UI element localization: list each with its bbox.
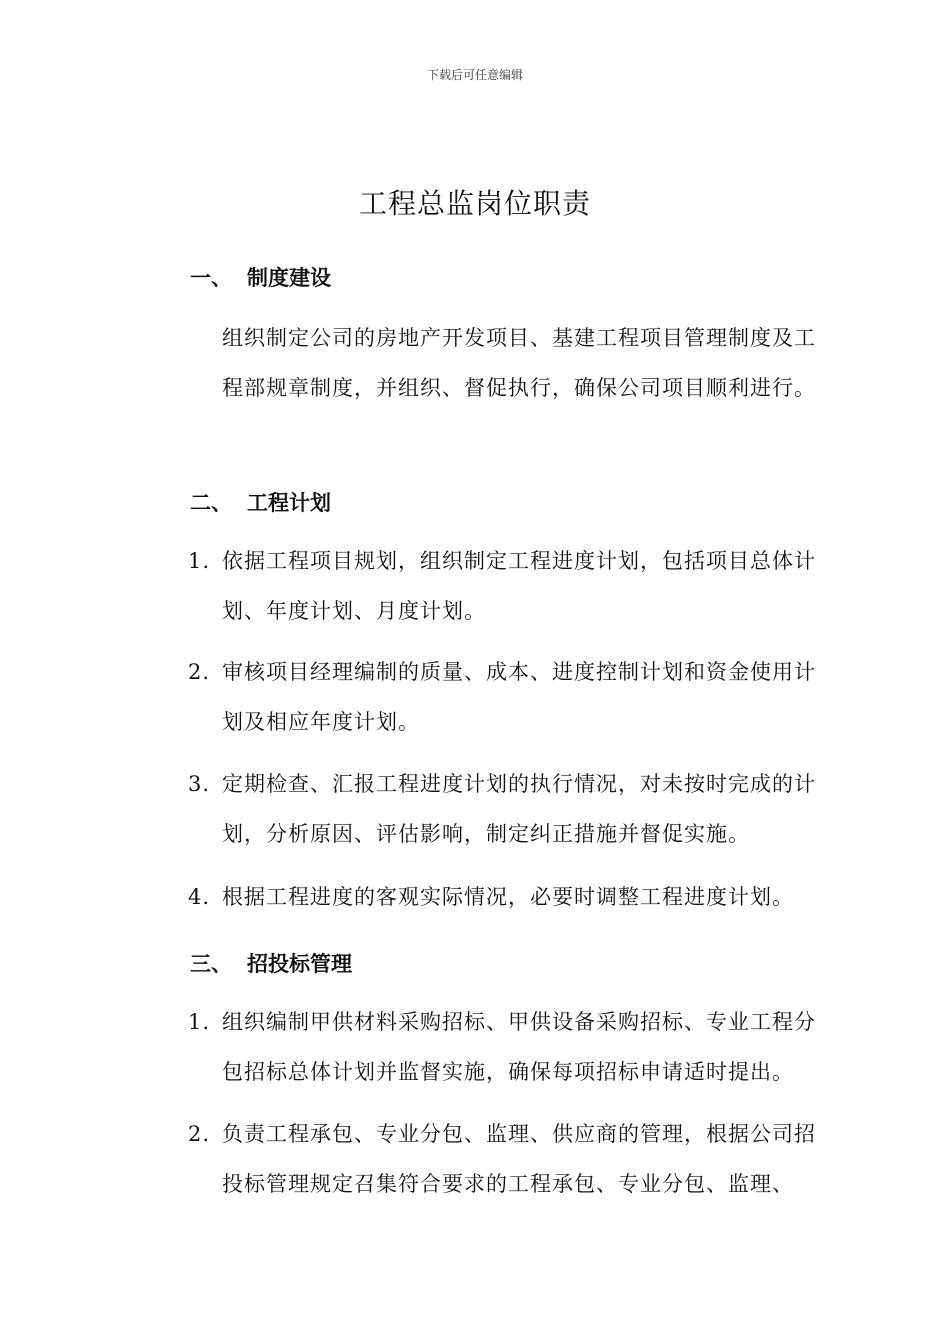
section-heading xyxy=(190,948,352,978)
section-number: 二、 xyxy=(190,491,232,515)
section-title: 招投标管理 xyxy=(247,952,352,976)
item-text: 定期检查、汇报工程进度计划的执行情况，对未按时完成的计划，分析原因、评估影响，制定纠正措施并督促实施。 xyxy=(222,772,816,846)
item-number: 4. xyxy=(188,885,211,909)
list-item xyxy=(188,1109,828,1209)
section-heading xyxy=(190,262,331,292)
section-number: 三、 xyxy=(190,952,232,976)
list-item xyxy=(188,647,828,747)
item-number: 1. xyxy=(188,549,211,573)
section-title: 工程计划 xyxy=(247,491,331,515)
list-item xyxy=(188,997,828,1097)
list-item xyxy=(188,872,828,922)
item-text: 根据工程进度的客观实际情况，必要时调整工程进度计划。 xyxy=(222,885,794,909)
item-text: 组织编制甲供材料采购招标、甲供设备采购招标、专业工程分包招标总体计划并监督实施，确保每项招标申请适时提出。 xyxy=(222,1010,816,1084)
list-item xyxy=(188,759,828,859)
item-number: 2. xyxy=(188,1122,211,1146)
section-heading xyxy=(190,487,331,517)
item-number: 2. xyxy=(188,660,211,684)
page-header: 下载后可任意编辑 xyxy=(426,68,523,82)
item-text: 审核项目经理编制的质量、成本、进度控制计划和资金使用计划及相应年度计划。 xyxy=(222,660,816,734)
item-number: 1. xyxy=(188,1010,211,1034)
paragraph: 组织制定公司的房地产开发项目、基建工程项目管理制度及工程部规章制度，并组织、督促执行，确保公司项目顺利进行。 xyxy=(222,326,816,400)
section-title: 制度建设 xyxy=(247,266,331,290)
section-number: 一、 xyxy=(190,266,232,290)
list-item xyxy=(188,536,828,636)
document-title: 工程总监岗位职责 xyxy=(358,187,591,220)
item-text: 依据工程项目规划，组织制定工程进度计划，包括项目总体计划、年度计划、月度计划。 xyxy=(222,549,816,623)
item-number: 3. xyxy=(188,772,211,796)
item-text: 负责工程承包、专业分包、监理、供应商的管理，根据公司招投标管理规定召集符合要求的工程承包、专业分包、监理、 xyxy=(222,1122,816,1196)
